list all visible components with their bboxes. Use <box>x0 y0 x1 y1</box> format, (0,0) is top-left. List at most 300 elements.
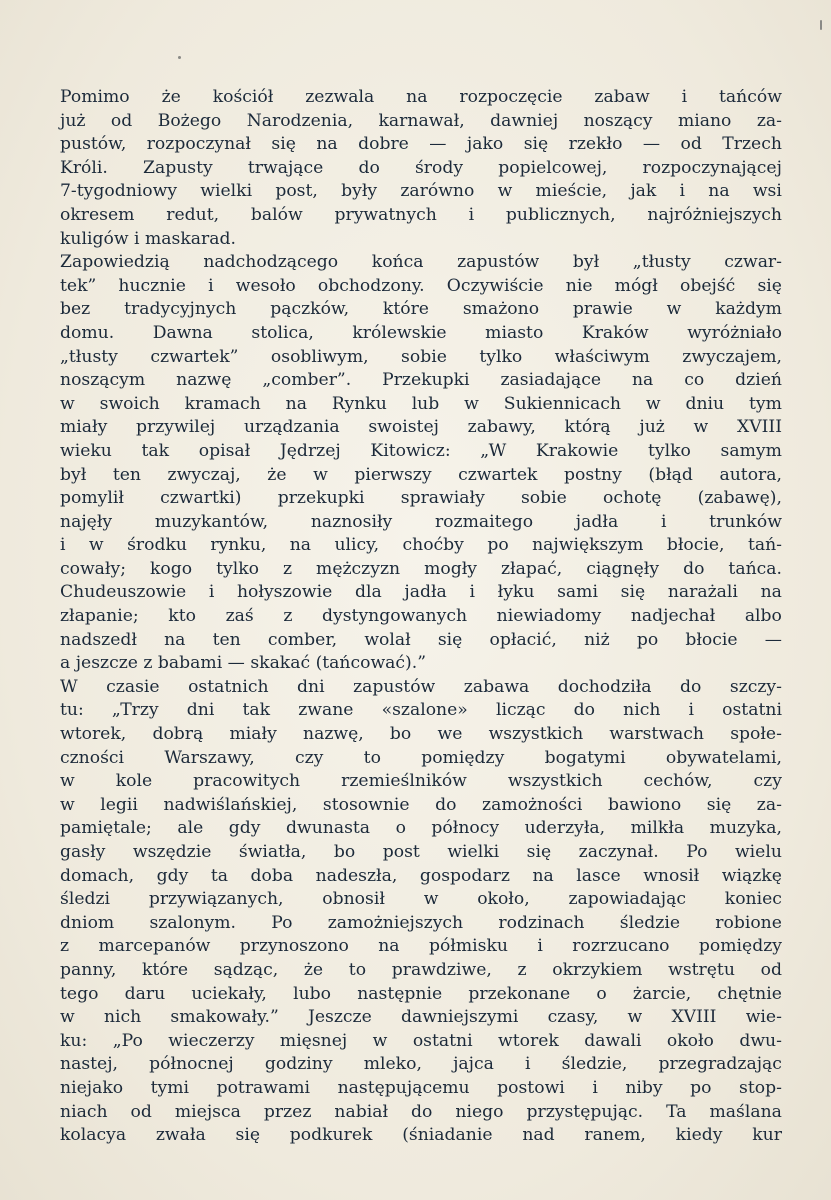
word: zasiadające <box>500 370 601 391</box>
word: Narodzenia, <box>246 110 354 131</box>
word: Króli. <box>60 157 108 178</box>
text-line <box>60 605 782 629</box>
word: nadjechał <box>630 606 716 627</box>
word: Jędrzej <box>279 440 341 461</box>
word: nich <box>623 700 661 721</box>
word: wielki <box>447 842 500 862</box>
word: ku: <box>60 1030 88 1051</box>
word: o <box>395 818 406 839</box>
text-line <box>60 935 782 959</box>
word: prawdziwe, <box>391 959 492 980</box>
word: gdy <box>228 818 261 839</box>
word: narażali <box>667 582 738 603</box>
word: nadeszła, <box>315 865 398 886</box>
word: tylko <box>647 440 691 461</box>
word: Dawna <box>152 322 213 343</box>
word: nadchodzącego <box>203 252 339 273</box>
word: miano <box>677 110 732 131</box>
word: panny, <box>60 959 117 980</box>
text-line <box>60 204 782 228</box>
text-line: a jeszcze z babami — skakać (tańcować).” <box>60 653 427 674</box>
word: Zapusty <box>143 157 213 178</box>
word: w <box>645 393 661 414</box>
word: (błąd <box>648 464 693 485</box>
word: od <box>130 1101 152 1122</box>
word: dni <box>297 676 325 697</box>
word: rozpoczynał <box>146 134 251 155</box>
word: okrzykiem <box>552 959 643 980</box>
word: „Po <box>112 1030 143 1051</box>
word: które <box>141 959 189 980</box>
word: lasce <box>576 865 621 886</box>
word: tym <box>749 393 782 414</box>
word: domu. <box>60 322 115 343</box>
word: tymi <box>150 1077 190 1098</box>
word: «szalone» <box>381 700 468 721</box>
text-line <box>60 322 782 346</box>
word: na <box>760 582 782 603</box>
word: na <box>532 865 554 886</box>
word: Rynku <box>331 393 387 414</box>
text-line <box>60 794 782 818</box>
word: wielki <box>200 181 253 202</box>
word: czasy, <box>547 1007 599 1028</box>
word: wie- <box>745 1007 782 1028</box>
word: sprawiały <box>400 488 485 509</box>
word: dniom <box>60 912 115 933</box>
word: śledzie <box>619 912 680 933</box>
word: północy <box>431 818 500 839</box>
word: wielu <box>734 842 782 862</box>
word: się <box>706 794 732 815</box>
word: od <box>680 134 702 155</box>
word: w <box>60 393 75 414</box>
word: i <box>468 204 475 225</box>
text-line <box>60 464 782 488</box>
word: Kraków <box>581 322 649 343</box>
word: w <box>88 535 104 556</box>
word: (śniadanie <box>402 1125 493 1146</box>
word: niewiadomy <box>496 606 602 627</box>
word: sądząc, <box>213 959 279 980</box>
word: robione <box>715 912 782 933</box>
word: śledzie, <box>561 1054 628 1075</box>
word: noszący <box>583 110 653 131</box>
text-line <box>60 747 782 771</box>
word: i <box>208 275 214 296</box>
text-line <box>60 534 782 558</box>
word: dobrą <box>152 724 204 745</box>
word: hucznie <box>118 275 186 296</box>
word: okresem <box>60 204 135 225</box>
word: wieku <box>60 440 112 461</box>
word: w <box>464 393 479 414</box>
word: muzyka, <box>709 818 782 839</box>
word: niż <box>584 629 610 650</box>
word: zamożniejszych <box>327 912 464 933</box>
word: licząc <box>495 700 546 721</box>
word: tańca. <box>728 558 782 579</box>
word: sami <box>557 582 598 603</box>
word: autora, <box>719 464 782 485</box>
word: bo <box>333 842 356 862</box>
word: był <box>60 464 87 485</box>
word: były <box>341 181 378 202</box>
word: najęły <box>60 511 113 532</box>
word: daru <box>124 983 166 1004</box>
word: pomiędzy <box>421 747 505 768</box>
word: sobie <box>401 346 447 367</box>
word: potrawami <box>216 1077 311 1098</box>
word: ostatnich <box>188 676 269 697</box>
word: tak <box>141 440 170 461</box>
word: środku <box>127 535 187 556</box>
word: do <box>411 1101 433 1122</box>
word: i <box>660 511 667 532</box>
word: nazwę <box>176 370 232 391</box>
word: rozpoczęcie <box>459 87 563 107</box>
word: noszącym <box>60 370 146 391</box>
word: błocie, <box>666 535 725 556</box>
word: dawniejszymi <box>401 1007 519 1028</box>
word: po <box>636 629 659 650</box>
word: uciekały, <box>191 983 267 1004</box>
word: i <box>525 1054 531 1075</box>
word: do <box>683 558 705 579</box>
word: czwartek <box>458 464 538 485</box>
word: wieczerzy <box>168 1030 255 1051</box>
word: w <box>60 794 75 815</box>
text-line <box>60 110 782 134</box>
text-line <box>60 865 782 889</box>
word: kole <box>115 771 153 792</box>
text-line <box>60 1124 782 1148</box>
text-line <box>60 487 782 511</box>
word: balów <box>250 204 303 225</box>
word: i <box>469 582 475 603</box>
word: ciągnęły <box>586 558 660 579</box>
word: bez <box>60 299 91 320</box>
word: nastej, <box>60 1054 119 1075</box>
word: przekupki <box>277 488 365 509</box>
word: nie <box>565 275 593 296</box>
word: XVIII <box>736 417 782 438</box>
word: to <box>348 959 367 980</box>
word: wnosił <box>643 865 700 886</box>
word: Trzech <box>722 134 782 155</box>
word: kolacya <box>60 1125 127 1146</box>
text-line <box>60 841 782 865</box>
text-line <box>60 157 782 181</box>
word: na <box>708 181 730 202</box>
word: każdym <box>715 299 782 320</box>
text-line <box>60 1053 782 1077</box>
word: w <box>693 417 709 438</box>
word: po <box>690 1077 712 1098</box>
word: się <box>437 629 463 650</box>
text-line <box>60 369 782 393</box>
word: rynku, <box>210 535 267 556</box>
word: czasie <box>106 676 160 697</box>
word: cechów, <box>643 771 713 792</box>
word: ten <box>112 464 141 485</box>
word: tylko <box>216 558 259 579</box>
word: niach <box>60 1101 108 1122</box>
text-line <box>60 1101 782 1125</box>
word: dwu- <box>739 1030 782 1051</box>
word: naznosiły <box>310 511 393 532</box>
word: redut, <box>166 204 220 225</box>
word: jajca <box>453 1054 494 1075</box>
word: „tłusty <box>60 346 118 367</box>
word: pierwszy <box>354 464 432 485</box>
word: i <box>592 1077 598 1098</box>
word: na <box>316 134 338 155</box>
word: się <box>523 134 549 155</box>
word: bo <box>389 724 412 745</box>
word: dobre <box>358 134 409 155</box>
word: z <box>60 936 70 957</box>
word: zwała <box>155 1125 206 1146</box>
word: czności <box>60 747 125 768</box>
word: szalonym. <box>149 912 236 933</box>
word: Pomimo <box>60 87 130 107</box>
word: bawiono <box>607 794 682 815</box>
word: na <box>164 629 186 650</box>
word: następującemu <box>337 1077 470 1098</box>
word: do <box>680 676 702 697</box>
word: miasto <box>485 322 544 343</box>
text-line <box>60 275 782 299</box>
word: wyróżniało <box>687 322 782 343</box>
word: dla <box>354 582 382 603</box>
word: smażono <box>462 299 540 320</box>
word: i <box>679 181 686 202</box>
word: pączków, <box>270 299 350 320</box>
word: ale <box>177 818 204 839</box>
text-line <box>60 959 782 983</box>
word: wstrętu <box>668 959 735 980</box>
word: „W <box>480 440 507 461</box>
word: za- <box>756 110 782 131</box>
text-line <box>60 558 782 582</box>
word: przywiązanych, <box>148 889 284 910</box>
text-line: kuligów i maskarad. <box>60 228 236 249</box>
word: miejsca <box>174 1101 241 1122</box>
word: kogo <box>150 558 193 579</box>
word: godziny <box>264 1054 333 1075</box>
word: postny <box>563 464 622 485</box>
word: wtorek <box>498 1030 559 1051</box>
word: dawali <box>584 1030 642 1051</box>
word: w <box>60 1007 75 1028</box>
word: rzekło <box>568 134 623 155</box>
word: i <box>208 582 215 603</box>
word: swoistej <box>368 417 439 438</box>
word: mleko, <box>363 1054 422 1075</box>
word: obchodzony. <box>317 275 425 296</box>
word: pomiędzy <box>698 936 782 957</box>
word: około, <box>477 889 530 910</box>
word: ostatni <box>412 1030 473 1051</box>
word: pracowitych <box>193 771 301 792</box>
word: „comber”. <box>262 370 352 391</box>
word: o <box>596 983 607 1004</box>
word: które <box>382 299 429 320</box>
text-line <box>60 888 782 912</box>
word: Oczywiście <box>446 275 544 296</box>
word: rozmaitego <box>434 511 534 532</box>
word: od <box>110 110 133 131</box>
text-line <box>60 416 782 440</box>
word: niego <box>455 1101 504 1122</box>
word: w <box>627 1007 643 1028</box>
word: na <box>406 87 428 107</box>
word: karnawał, <box>378 110 465 131</box>
text-line <box>60 86 782 110</box>
word: następnie <box>357 983 443 1004</box>
word: żarcie, <box>632 983 692 1004</box>
word: dzień <box>735 370 782 391</box>
text-line <box>60 298 782 322</box>
word: — <box>764 629 782 650</box>
word: wszystkich <box>507 771 603 792</box>
word: nich <box>103 1007 142 1028</box>
word: na <box>631 370 654 391</box>
word: dniu <box>685 393 725 414</box>
word: przegradzając <box>658 1054 782 1075</box>
word: kto <box>168 606 196 627</box>
word: w <box>60 771 75 792</box>
word: czwar- <box>724 252 782 273</box>
word: choćby <box>402 535 464 556</box>
text-line <box>60 723 782 747</box>
word: marcepanów <box>98 936 211 957</box>
word: wesoło <box>235 275 296 296</box>
word: zapustów <box>353 676 436 697</box>
word: obywatelami, <box>665 747 782 768</box>
word: z <box>282 558 293 579</box>
word: zabaw <box>594 87 650 107</box>
word: lub <box>411 393 440 414</box>
word: czwartki) <box>160 488 242 509</box>
word: w <box>497 181 513 202</box>
word: nad <box>522 1125 555 1146</box>
word: wsi <box>752 181 782 202</box>
word: półmisku <box>428 936 508 957</box>
word: mógł <box>614 275 658 296</box>
text-line <box>60 180 782 204</box>
word: hołyszowie <box>236 582 333 603</box>
word: niby <box>625 1077 663 1098</box>
word: szczy- <box>729 676 782 697</box>
word: kościół <box>212 87 274 107</box>
word: rozrzucano <box>572 936 670 957</box>
word: od <box>760 959 782 980</box>
text-line <box>60 133 782 157</box>
word: doba <box>250 865 294 886</box>
word: na <box>378 936 400 957</box>
word: złapać, <box>500 558 563 579</box>
word: się <box>620 582 646 603</box>
word: że <box>161 87 181 107</box>
word: samym <box>720 440 782 461</box>
word: się <box>757 275 782 296</box>
text-line <box>60 1006 782 1030</box>
word: albo <box>744 606 782 627</box>
word: zapustów <box>457 252 540 273</box>
word: ta <box>210 865 228 886</box>
word: dwunasta <box>285 818 371 839</box>
word: obnosił <box>322 889 385 910</box>
word: z <box>283 606 293 627</box>
word: że <box>267 464 287 485</box>
word: na <box>285 393 307 414</box>
word: wtorek, <box>60 724 127 745</box>
word: Po <box>686 842 708 862</box>
word: comber, <box>267 629 338 650</box>
word: śledzi <box>60 889 111 910</box>
word: jadła <box>404 582 447 603</box>
word: miały <box>60 417 108 438</box>
word: wszędzie <box>132 842 212 862</box>
word: popielcowej, <box>498 157 608 178</box>
word: mogły <box>424 558 477 579</box>
text-line <box>60 629 782 653</box>
word: cowały; <box>60 558 127 579</box>
word: Bożego <box>157 110 222 131</box>
word: łyku <box>497 582 535 603</box>
word: ostatni <box>722 700 782 721</box>
word: za- <box>756 794 782 815</box>
word: publicznych, <box>505 204 616 225</box>
word: Zapowiedzią <box>60 252 170 273</box>
word: (zabawę), <box>697 488 782 509</box>
word: „Trzy <box>111 700 159 721</box>
text-line <box>60 817 782 841</box>
word: do <box>435 794 457 815</box>
word: kiedy <box>675 1125 723 1146</box>
word: Warszawy, <box>164 747 255 768</box>
word: nadszedł <box>60 629 137 650</box>
word: około <box>666 1030 714 1051</box>
word: tak <box>242 700 271 721</box>
word: Krakowie <box>535 440 619 461</box>
word: tańców <box>719 87 782 107</box>
word: maślana <box>709 1101 782 1122</box>
text-line <box>60 440 782 464</box>
word: — <box>642 134 661 155</box>
word: się <box>526 842 552 862</box>
word: uderzyła, <box>524 818 606 839</box>
word: gasły <box>60 842 106 862</box>
word: jak <box>630 181 657 202</box>
word: światła, <box>238 842 307 862</box>
word: dochodziła <box>557 676 652 697</box>
word: ranem, <box>584 1125 646 1146</box>
word: legii <box>100 794 138 815</box>
word: już <box>639 417 665 438</box>
word: smakowały.” <box>170 1007 279 1028</box>
word: zapowiadając <box>568 889 687 910</box>
word: pamiętale; <box>60 818 152 839</box>
word: się <box>235 1125 260 1146</box>
word: XVIII <box>671 1007 717 1028</box>
text-line <box>60 346 782 370</box>
text-line <box>60 983 782 1007</box>
word: trwające <box>247 157 324 178</box>
word: lubo <box>293 983 332 1004</box>
